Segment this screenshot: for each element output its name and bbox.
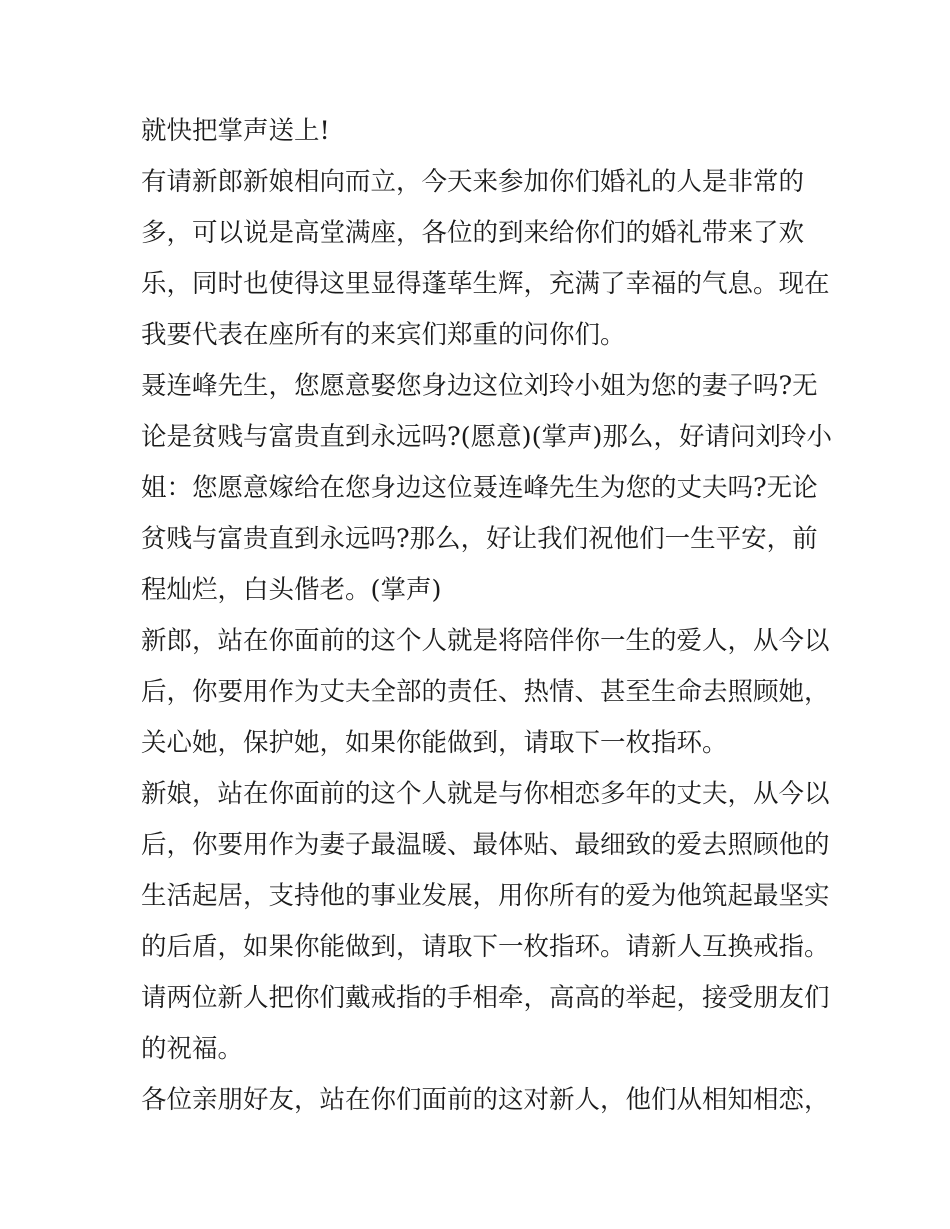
text-line: 关心她，保护她，如果你能做到，请取下一枚指环。 xyxy=(141,728,728,758)
text-line: 的祝福。 xyxy=(141,1034,244,1064)
text-line: 我要代表在座所有的来宾们郑重的问你们。 xyxy=(141,320,626,350)
text-line: 的后盾，如果你能做到，请取下一枚指环。请新人互换戒指。 xyxy=(141,932,830,962)
text-line: 请两位新人把你们戴戒指的手相牵，高高的举起，接受朋友们 xyxy=(141,983,830,1013)
text-line: 论是贫贱与富贵直到永远吗?(愿意)(掌声)那么，好请问刘玲小 xyxy=(141,422,832,452)
text-line: 聂连峰先生，您愿意娶您身边这位刘玲小姐为您的妻子吗?无 xyxy=(141,371,818,401)
text-line: 生活起居，支持他的事业发展，用你所有的爱为他筑起最坚实 xyxy=(141,881,830,911)
text-line: 后，你要用作为丈夫全部的责任、热情、甚至生命去照顾她， xyxy=(141,677,830,707)
text-line: 程灿烂，白头偕老。(掌声) xyxy=(141,575,442,605)
text-line: 贫贱与富贵直到永远吗?那么，好让我们祝他们一生平安，前 xyxy=(141,524,818,554)
document-body xyxy=(141,106,832,1126)
text-line: 多，可以说是高堂满座，各位的到来给你们的婚礼带来了欢 xyxy=(141,218,805,248)
text-line: 有请新郎新娘相向而立，今天来参加你们婚礼的人是非常的 xyxy=(141,167,805,197)
text-line: 新娘，站在你面前的这个人就是与你相恋多年的丈夫，从今以 xyxy=(141,779,830,809)
text-line: 新郎，站在你面前的这个人就是将陪伴你一生的爱人，从今以 xyxy=(141,626,830,656)
text-line: 后，你要用作为妻子最温暖、最体贴、最细致的爱去照顾他的 xyxy=(141,830,830,860)
text-line: 乐，同时也使得这里显得蓬荜生辉，充满了幸福的气息。现在 xyxy=(141,269,830,299)
text-line: 姐：您愿意嫁给在您身边这位聂连峰先生为您的丈夫吗?无论 xyxy=(141,473,818,503)
text-line: 就快把掌声送上! xyxy=(141,116,330,146)
text-line: 各位亲朋好友，站在你们面前的这对新人，他们从相知相恋， xyxy=(141,1085,830,1115)
